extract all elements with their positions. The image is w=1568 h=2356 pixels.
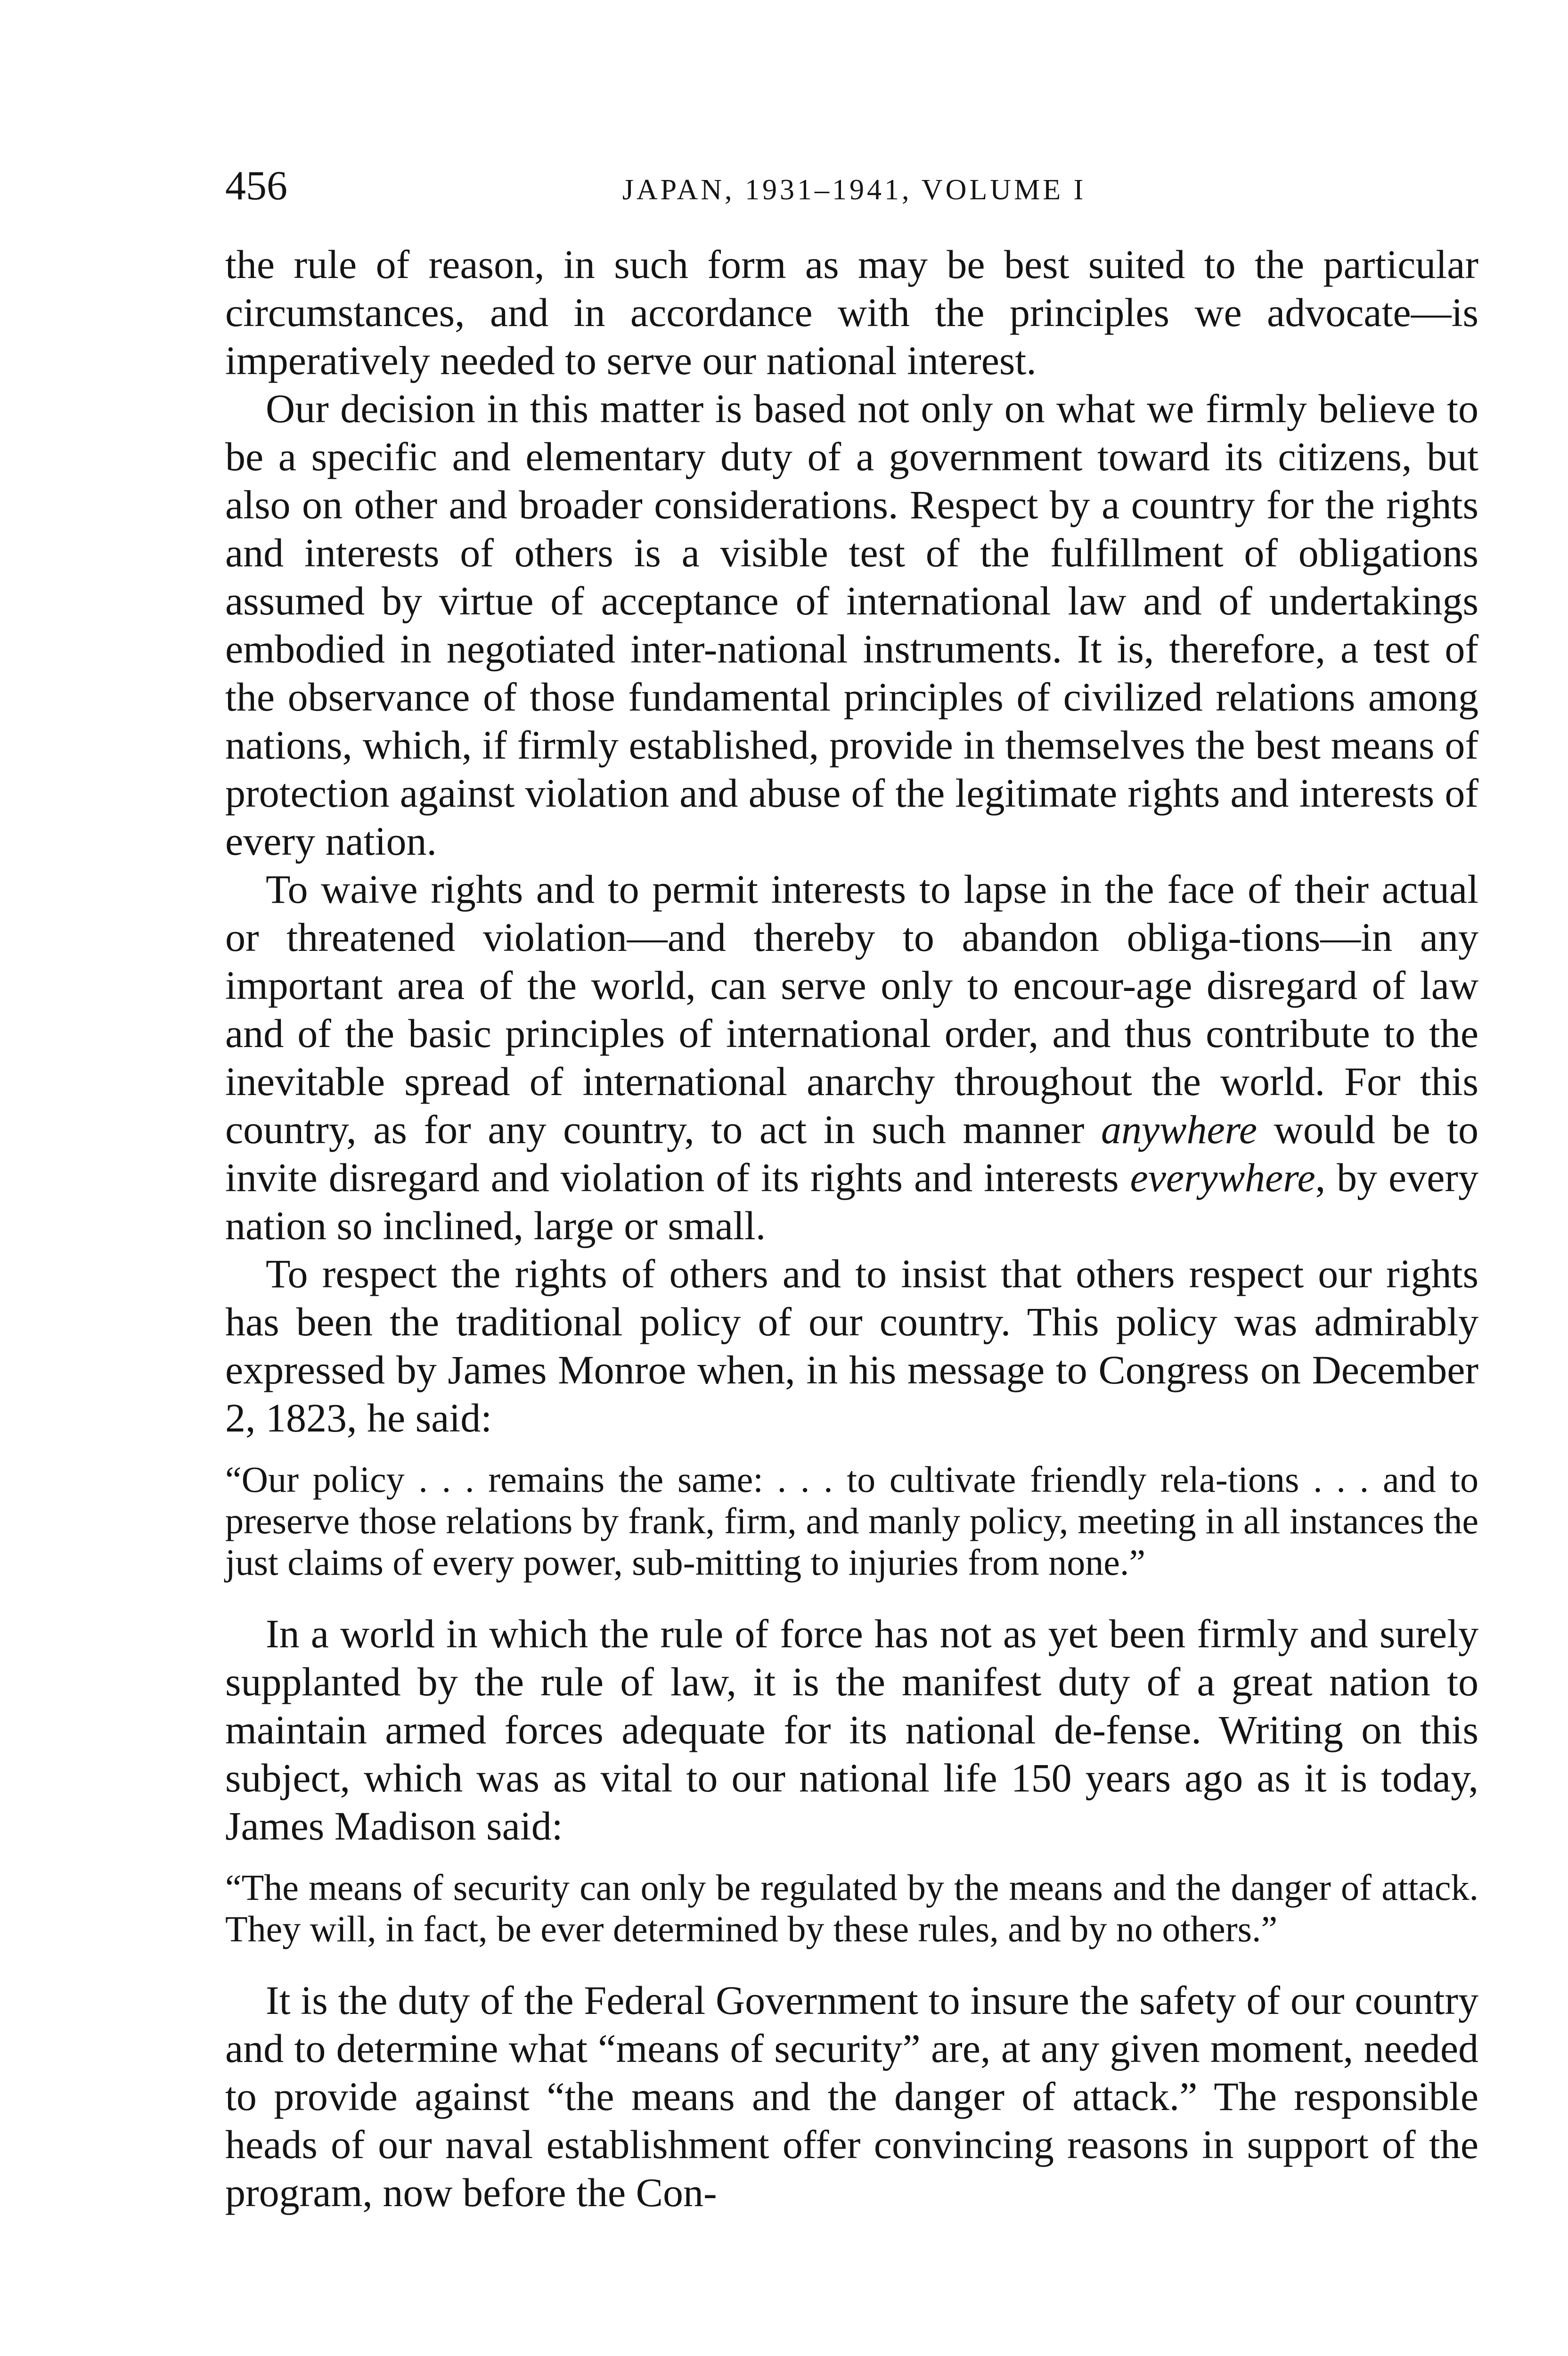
paragraph-5: In a world in which the rule of force has not as yet been firmly and surely supplanted by the rule of law, it is the manifest duty of a great nation to maintain armed forces adequate for its national de-fense. Writing on this subject, which was as vital to our national life 150 years ago as it is today, James Madison said: [225,1611,1478,1849]
emphasis-everywhere: everywhere [1130,1155,1315,1200]
paragraph-3 [225,865,1478,1250]
running-head: JAPAN, 1931–1941, VOLUME I [622,174,1086,206]
madison-quote: “The means of security can only be regulated by the means and the danger of attack. They will, in fact, be ever determined by these rules, and by no others.” [225,1867,1478,1949]
page-header [225,160,1483,212]
paragraph-4: To respect the rights of others and to insist that others respect our rights has been the traditional policy of our country. This policy was admirably expressed by James Monroe when, in his message to Congress on December 2, 1823, he said: [225,1251,1478,1440]
paragraph-3-text-a: To waive rights and to permit interests to lapse in the face of their actual or threatened violation—and thereby to abandon obliga-tions—in any important area of the world, can serve only to encour-age disregard of law and of the basic principles of international order, and thus contribute to the inevitable spread of international anarchy throughout the world. For this country, as for any country, to act in such manner [225,867,1478,1152]
page-number: 456 [225,163,287,209]
paragraph-2: Our decision in this matter is based not only on what we firmly believe to be a specific and elementary duty of a government toward its citizens, but also on other and broader considerations. Respect by a country for the rights and interests of others is a visible test of the fulfillment of obligations assumed by virtue of acceptance of international law and of undertakings embodied in negotiated inter-national instruments. It is, therefore, a test of the observance of those fundamental principles of civilized relations among nations, which, if firmly established, provide in themselves the best means of protection against violation and abuse of the legitimate rights and interests of every nation. [225,386,1478,864]
paragraph-3-text-c: , by every nation so inclined, large or small. [225,1155,1478,1248]
monroe-quote: “Our policy . . . remains the same: . . . to cultivate friendly rela-tions . . . and to preserve those relations by frank, firm, and manly policy, meeting in all instances the just claims of every power, sub-mitting to injuries from none.” [225,1459,1478,1583]
emphasis-anywhere: anywhere [1101,1107,1258,1152]
paragraph-1: the rule of reason, in such form as may be best suited to the particular circumstances, and in accordance with the principles we advocate—is imperatively needed to serve our national interest. [225,242,1478,383]
paragraph-3-text-b: would be to invite disregard and violation of its rights and interests [225,1107,1478,1200]
body-text [225,240,1478,2217]
paragraph-6: It is the duty of the Federal Government to insure the safety of our country and to determine what “means of security” are, at any given moment, needed to provide against “the means and the danger of attack.” The responsible heads of our naval establishment offer convincing reasons in support of the program, now before the Con- [225,1978,1478,2215]
